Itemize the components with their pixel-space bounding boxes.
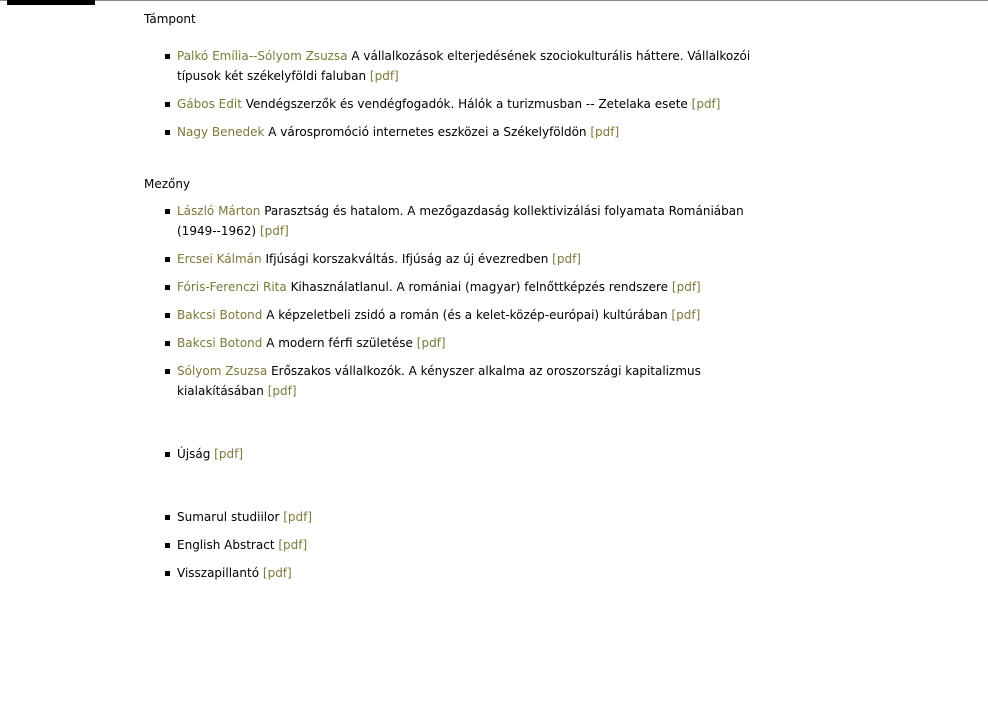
article-title: Vendégszerzők és vendégfogadók. Hálók a turizmusban -- Zetelaka esete [245,97,688,111]
article-title: A képzeletbeli zsidó a román (és a kelet-közép-európai) kultúrában [266,308,668,322]
pdf-link[interactable]: [pdf] [278,538,308,552]
list-item [144,333,757,353]
bullet-icon [165,209,170,214]
header-logo-strip [7,0,95,5]
bullet-icon [165,54,170,59]
bullet-icon [165,285,170,290]
bullet-icon [165,452,170,457]
pdf-link[interactable]: [pdf] [283,510,313,524]
section-title: Mezőny [144,177,191,191]
pdf-link[interactable]: [pdf] [259,224,289,238]
article-title: Kihasználatlanul. A romániai (magyar) felnőttképzés rendszere [290,280,669,294]
section-title: Támpont [144,12,196,26]
author-link[interactable]: Ercsei Kálmán [177,252,262,266]
item-title: English Abstract [177,538,275,552]
author-link[interactable]: Gábos Edit [177,97,242,111]
bullet-icon [165,341,170,346]
bullet-icon [165,102,170,107]
article-index [144,10,764,591]
list-item [144,249,757,269]
list-item [144,46,757,86]
section-mezony [144,175,764,201]
list-item [144,201,757,241]
list-item [144,444,757,464]
list-item [144,122,757,142]
bullet-icon [165,313,170,318]
ujsag-list [144,444,764,464]
bullet-icon [165,130,170,135]
author-link[interactable]: Palkó Emília--Sólyom Zsuzsa [177,49,348,63]
author-link[interactable]: László Márton [177,204,261,218]
list-item [144,507,757,527]
article-title: A vállalkozások elterjedésének szociokulturális háttere. Vállalkozói típusok két székelyföldi faluban [177,49,751,83]
pdf-link[interactable]: [pdf] [267,384,297,398]
list-item [144,563,757,583]
pdf-link[interactable]: [pdf] [671,308,701,322]
bullet-icon [165,369,170,374]
author-link[interactable]: Sólyom Zsuzsa [177,364,268,378]
article-title: A várospromóció internetes eszközei a Székelyföldön [268,125,587,139]
author-link[interactable]: Bakcsi Botond [177,336,263,350]
extras-list [144,507,764,583]
list-item [144,305,757,325]
list-item [144,361,757,401]
article-list [144,201,764,401]
pdf-link[interactable]: [pdf] [671,280,701,294]
item-title: Újság [177,447,211,461]
bullet-icon [165,571,170,576]
article-title: Ifjúsági korszakváltás. Ifjúság az új évezredben [265,252,549,266]
article-title: Erőszakos vállalkozók. A kényszer alkalma az oroszországi kapitalizmus kialakításában [177,364,701,398]
author-link[interactable]: Nagy Benedek [177,125,265,139]
pdf-link[interactable]: [pdf] [552,252,581,266]
item-title: Visszapillantó [177,566,260,580]
pdf-link[interactable]: [pdf] [590,125,620,139]
pdf-link[interactable]: [pdf] [691,97,721,111]
article-title: Parasztság és hatalom. A mezőgazdaság kollektivizálási folyamata Romániában (1949--1962) [177,204,744,238]
author-link[interactable]: Bakcsi Botond [177,308,263,322]
article-title: A modern férfi születése [266,336,413,350]
bullet-icon [165,515,170,520]
pdf-link[interactable]: [pdf] [214,447,243,461]
list-item [144,277,757,297]
section-tampont [144,10,764,46]
pdf-link[interactable]: [pdf] [262,566,292,580]
pdf-link[interactable]: [pdf] [369,69,399,83]
list-item [144,94,757,114]
pdf-link[interactable]: [pdf] [416,336,446,350]
article-list [144,46,764,142]
item-title: Sumarul studiilor [177,510,280,524]
bullet-icon [165,543,170,548]
list-item [144,535,757,555]
author-link[interactable]: Fóris-Ferenczi Rita [177,280,287,294]
bullet-icon [165,257,170,262]
top-rule [0,0,988,1]
